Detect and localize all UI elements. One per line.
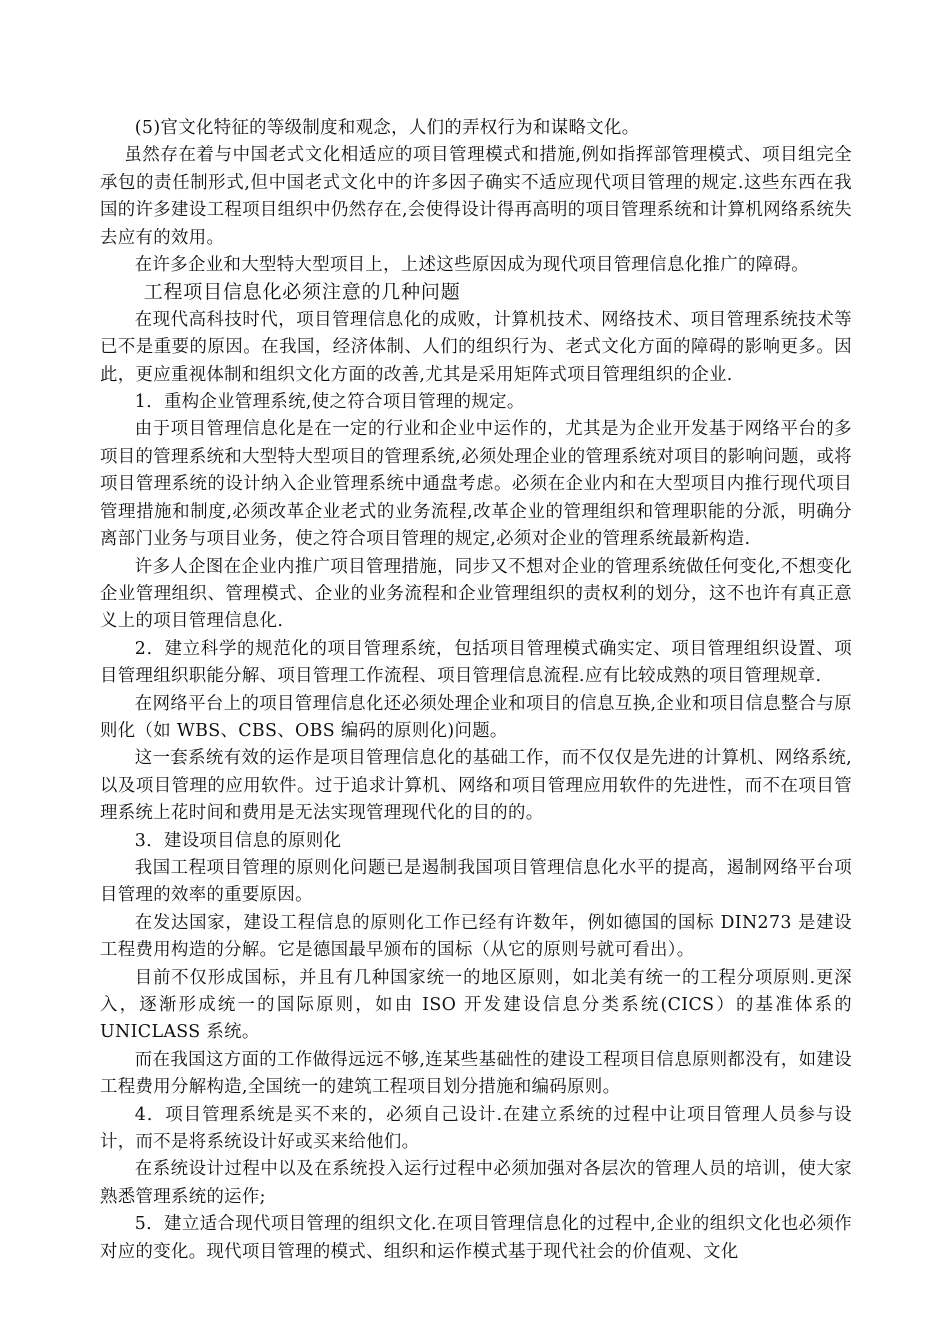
list-item-heading: 1．重构企业管理系统,使之符合项目管理的规定。	[134, 392, 525, 413]
paragraph: 这一套系统有效的运作是项目管理信息化的基础工作，而不仅仅是先进的计算机、网络系统,以及项目管理的应用软件。过于追求计算机、网络和项目管理应用软件的先进性，而不在项目管理系统上花时间和费用是无法实现管理现代化的目的的。	[100, 748, 852, 824]
paragraph: 在网络平台上的项目管理信息化还必须处理企业和项目的信息互换,企业和项目信息整合与原则化（如 WBS、CBS、OBS 编码的原则化)问题。	[100, 693, 852, 741]
paragraph: 我国工程项目管理的原则化问题已是遏制我国项目管理信息化水平的提高，遏制网络平台项目管理的效率的重要原因。	[100, 857, 852, 906]
paragraph: (5)官文化特征的等级制度和观念，人们的弄权行为和谋略文化。	[134, 118, 640, 138]
paragraph: 在许多企业和大型特大型项目上，上述这些原因成为现代项目管理信息化推广的障碍。	[134, 255, 809, 276]
paragraph: 许多人企图在企业内推广项目管理措施，同步又不想对企业的管理系统做任何变化,不想变化企业管理组织、管理模式、企业的业务流程和企业管理组织的责权利的划分，这不也许有真正意义上的项目管理信息化.	[100, 556, 852, 632]
list-item-heading: 3．建设项目信息的原则化	[134, 830, 342, 851]
paragraph: 目前不仅形成国标，并且有几种国家统一的地区原则，如北美有统一的工程分项原则.更深入，逐渐形成统一的国际原则，如由 ISO 开发建设信息分类系统(CICS）的基准体系的 UNICLASS 系统。	[100, 967, 852, 1043]
paragraph: 在系统设计过程中以及在系统投入运行过程中必须加强对各层次的管理人员的培训，使大家熟悉管理系统的运作;	[100, 1159, 852, 1207]
paragraph: 在现代高科技时代，项目管理信息化的成败，计算机技术、网络技术、项目管理系统技术等已不是重要的原因。在我国，经济体制、人们的组织行为、老式文化方面的障碍的影响更多。因此，更应重视体制和组织文化方面的改善,尤其是采用矩阵式项目管理组织的企业.	[100, 309, 852, 385]
document-body	[100, 115, 852, 1266]
paragraph: 在发达国家，建设工程信息的原则化工作已经有许数年，例如德国的国标 DIN273 是建设工程费用构造的分解。它是德国最早颁布的国标（从它的原则号就可看出）。	[100, 912, 852, 961]
list-item-heading: 2．建立科学的规范化的项目管理系统，包括项目管理模式确实定、项目管理组织设置、项目管理组织职能分解、项目管理工作流程、项目管理信息流程.应有比较成熟的项目管理规章.	[100, 638, 852, 687]
paragraph: 而在我国这方面的工作做得远远不够,连某些基础性的建设工程项目信息原则都没有，如建设工程费用分解构造,全国统一的建筑工程项目划分措施和编码原则。	[100, 1049, 852, 1098]
list-item-heading: 4．项目管理系统是买不来的，必须自己设计.在建立系统的过程中让项目管理人员参与设计，而不是将系统设计好或买来给他们。	[100, 1104, 852, 1153]
section-heading: 工程项目信息化必须注意的几种问题	[143, 281, 461, 304]
list-item-heading: 5．建立适合现代项目管理的组织文化.在项目管理信息化的过程中,企业的组织文化也必须作对应的变化。现代项目管理的模式、组织和运作模式基于现代社会的价值观、文化	[100, 1214, 852, 1262]
paragraph: 虽然存在着与中国老式文化相适应的项目管理模式和措施,例如指挥部管理模式、项目组完全承包的责任制形式,但中国老式文化中的许多因子确实不适应现代项目管理的规定.这些东西在我国的许多建设工程项目组织中仍然存在,会使得设计得再高明的项目管理系统和计算机网络系统失去应有的效用。	[100, 145, 852, 248]
paragraph: 由于项目管理信息化是在一定的行业和企业中运作的，尤其是为企业开发基于网络平台的多项目的管理系统和大型特大型项目的管理系统,必须处理企业的管理系统对项目的影响问题，或将项目管理系统的设计纳入企业管理系统中通盘考虑。必须在企业内和在大型项目内推行现代项目管理措施和制度,必须改革企业老式的业务流程,改革企业的管理组织和管理职能的分派，明确分离部门业务与项目业务，使之符合项目管理的规定,必须对企业的管理系统最新构造.	[100, 419, 852, 550]
